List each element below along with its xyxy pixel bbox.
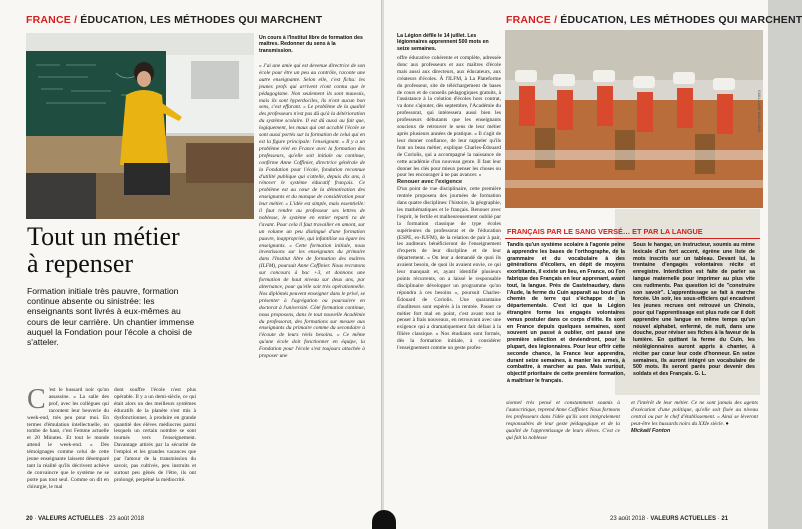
photo-credit: GUILLAUME MARCHAND — [757, 90, 761, 133]
sidebar-box-title: FRANÇAIS PAR LE SANG VERSÉ… ET PAR LA LANGUE — [507, 227, 703, 236]
publication-name: VALEURS ACTUELLES — [38, 516, 104, 522]
classroom-illustration — [26, 33, 254, 219]
section-rubric — [506, 14, 802, 26]
article-column-2: dont souffre l'école n'est plus opérable. Il y a un demi-siècle, ce qui était alors un des meilleurs systèmes éducatifs de la planète s'est mis à dysfonctionner, à produire en grande quantité des élèves médiocres parmi lesquels un certain nombre se sont tournés vers l'enseignement. Davantage attirés par la sécurité de l'emploi et les grandes vacances que par l'amour de la transmission du savoir, pas cultivés, peu instruits et surtout peu gênés de l'être, ils ont prolongé, perpétué la médiocrité. — [114, 387, 196, 483]
photo-caption: Un cours à l'Institut libre de formation des maîtres. Redonner du sens à la transmission. — [259, 35, 363, 54]
section-rubric — [26, 14, 322, 26]
rubric-section: FRANCE / — [506, 14, 558, 26]
article-column-4 — [397, 55, 501, 509]
parade-illustration — [505, 30, 763, 208]
column-text: 'est le hussard noir qu'on assassine. « La salle des prof, avec les collègues qui racontent leur beuverie du week-end, très peu pour moi. En termes d'émulation intellectuelle, on tombe de haut, c'est Femme actuelle et 20 Minutes. Et tout le monde attend le week-end. » Des témoignages comme celui de cette jeune enseignante laissent désemparé tant la réalité qu'ils décrivent achève de convaincre que le système ne se porte pas tout seul. Comme on dit en chirurgie, le mal — [27, 387, 109, 490]
column-text-continued: D'un point de vue disciplinaire, cette première rentrée proposera des journées de formation dans quatre disciplines: l'histoire, la géographie, les mathématiques et le français. Renouer avec l'esprit, le fertile et malheureusement oublié par la formation classique de type écoles supérieures du professorat et de l'éducation (ESPE, ex-IUFM), de la relation de pair à pair, les auditeurs bénéficieront de l'enseignement d'experts de leur discipline et de leur département. « On leur a demandé de quoi ils avaient besoin, de quoi ils avaient envie, ce qui leur manquait et, ayant identifié plusieurs points récurrents, on a laissé le responsable disciplinaire développer un programme qu'on répondra à ces besoins », poursuit Charles-Édouard de Coriolis. Une quarantaine d'auditeurs sont espérés à la rentrée. Passer ce métier fort mal en point, c'est avant tout le penser à frais nouveaux, en retrouvant avec une exigence qui a dramatiquement fait défaut à la filière classique. « Nos étudiants sont formés, dès la formation initiale, à considérer l'enseignement comme un geste profes- — [397, 186, 501, 352]
binding-clip — [372, 510, 396, 529]
article-column-3: « J'ai une amie qui est devenue directrice de son école pour être un peu au contrôle, raconte une autre enseignante. Selon elle, c'est fichu: les jeunes profs qui arrivent n'ont connu que le pédagogisme. Non seulement ils sont mauvais, mais ils sont hyperdociles, ils n'ont aucun bon sens, c'est effarant. » Le problème de la qualité des professeurs n'est pas dû qu'à la détérioration du système scolaire. Il est dû aussi au fait que, logiquement, les maux qui ont accablé l'école se sont aussi portés sur la formation de celui qui en est la figure principale: l'enseignant. « Il y a un problème réel en France avec la formation des professeurs, qu'elle soit initiale ou continue, confirme Anne Coffinier, directrice générale de la Fondation pour l'école, fondation reconnue d'utilité publique qui s'attelle, depuis dix ans, à rénover le système éducatif français. Ce problème est au cœur de la démotivation des enseignants et du manque de considération pour leur métier. » L'idée est simple, mais essentielle: il faut rendre au professeur ses lettres de noblesse, le système en entier reparti ra de l'avant. Pour cela il faut travailler en amont, sur un volume un peu distingué d'une formation pauvre, inappropriée, qui infantilise ou égare les enseignants. « Cette formation initiale, nous investissons sur les enseignants du primaire dans l'Institut libre de formation des maîtres (ILFM), poursuit Anne Coffinier. Nous recrutons sur concours à bac +3, et donnons une formation de haut niveau sur deux ans, par alternance, pour qu'elle soit très opérationnelle. Nos diplômés peuvent enseigner dans le privé, se présenter à l'agrégation ou poursuivre en doctorat à l'université. Côté formation continue, nous proposons, dans le tout nouvelle Académie du professorat, des formations sur mesure aux enseignants du primaire comme du secondaire à l'écoute de leurs réels besoins. » Ce même qu'une école doit fonctionner en équipe, la Fondation pour l'école s'est toujours attachée à proposer une — [259, 63, 365, 360]
sidebar-box-rule — [505, 238, 760, 239]
sidebar-column-1: Tandis qu'un système scolaire à l'agonie peine à apprendre les bases de l'orthographe, de la grammaire et du vocabulaire à des générations d'écoliers, en dépit de moyens exorbitants, il existe un lieu, en France, où l'on fabrique des Français en leur apprenant, avant tout, la langue. Près de Castelnaudary, dans l'Aude, la ferme du Cuin apparaît au bout d'un chemin de terre qui s'échappe de la départementale. C'est ici que la Légion étrangère forme les engagés volontaires venus postuler dans ce corps d'élite. Ils sont en France depuis quelques semaines, sont souvent un passé à oublier, ont passé une première sélection et deviendront, pour la plupart, des légionnaires. Pour leur offrir cette seconde chance, la France leur apprendra, durant seize semaines, à manier les armes, à combattre, à marcher au pas. Mais surtout, objectif prioritaire de cette première formation, à maîtriser le français. — [507, 242, 625, 384]
page-number: 20 — [26, 516, 33, 522]
photo-caption: La Légion défile le 14 juillet. Les légionnaires apprennent 500 mots en seize semaines. — [397, 33, 489, 52]
drop-cap: C — [27, 384, 46, 415]
issue-date: 23 août 2018 — [610, 516, 646, 522]
subhead: Renouer avec l'exigence — [397, 179, 463, 186]
column-text: et l'intérêt de leur métier. Ce ne sont jamais des agents d'exécution d'une politique, qu'elle soit fixée au niveau central ou par le chef d'établissement. » Ainsi se lèveront peut-être les hussards noirs du XXIe siècle. ● — [631, 400, 758, 427]
column-text: offre éducative cohérente et complète, adressée donc aux professeurs et aux maîtres d'école mais aussi aux directeurs, aux éducateurs, aux créateurs d'écoles. À l'ILFM, à La Plateforme du professeur, site de téléchargement de bases de cours et de conseils pédagogiques gratuits, à l'assistance à la création d'écoles hors contrat, va donc s'ajouter, dès septembre, l'Académie du professorat, qui intéressera aussi bien les professeurs débutants que les enseignants soucieux de retrouver le sens de leur métier après plusieurs années de pratique. « Il s'agit de leur donner confiance, de leur rappeler qu'ils font un beau métier, explique Charles-Édouard de Coriolis, qui a accompagné la naissance de cette académie d'un nouveau genre. Il faut leur donner les clés pour mieux penser les choses ou pour les encourager à ne pas avancer. » — [397, 55, 501, 179]
publication-name: VALEURS ACTUELLES — [650, 516, 717, 522]
standfirst: Formation initiale très pauvre, formation continue absente ou sinistrée: les enseignants sont livrés à eux-mêmes au cours de leur carrière. Un chantier immense auquel la Fondation pour l'école a choisi de s'atteler. — [27, 286, 195, 348]
rubric-section: FRANCE / — [26, 14, 78, 26]
sidebar-column-2: Sous le hangar, un instructeur, soumis au mime lexicale d'un fort accent, égrène une liste de mots inscrits sur un tableau. Devant lui, la trentaine d'engagés volontaires récite et enregistre. Interdiction est faite de parler sa langue maternelle pour imprimer au plus vite ces rudiments. Pas question ici de "construire son savoir". L'apprentissage se fait à marche forcée. Un soir, les sous-officiers qui encadrent les jeunes recrues ont retrouvé un Chinois, pour qui l'apprentissage est plus rude car il doit apprendre une langue en même temps qu'un nouvel alphabet, enfermé, de nuit, dans une douche, pour réviser ses fiches à la faveur de la lumière. En quittant la ferme du Cuin, les néolégionnaires auront appris à chanter, à réciter par cœur leur code d'honneur. En seize semaines, ils auront intégré un vocabulaire de 500 mots. Ils seront parés pour devenir des soldats et des Français. G. L. — [633, 242, 755, 378]
rubric-title: ÉDUCATION, LES MÉTHODES QUI MARCHENT — [557, 14, 802, 26]
page-number: 21 — [721, 516, 729, 522]
folio-right: 23 août 2018 · VALEURS ACTUELLES · 21 — [610, 516, 729, 522]
rubric-title: ÉDUCATION, LES MÉTHODES QUI MARCHENT — [77, 14, 323, 26]
classroom-photo — [26, 33, 254, 219]
left-page — [0, 0, 382, 529]
author-signature: Mickaël Fonton — [631, 427, 671, 434]
article-column-6 — [631, 400, 758, 510]
article-column-1 — [27, 384, 109, 509]
article-column-5: sionnel très pensé et constamment soumis à l'autocritique, reprend Anne Coffinier. Nous formons les professeurs dans l'idée qu'ils sont intégralement responsables de leur geste pédagogique et de la qualité de l'apprentissage de leurs élèves. C'est ce qui fait la noblesse — [506, 400, 620, 441]
issue-date: 23 août 2018 — [109, 516, 145, 522]
headline: Tout un métier à repenser — [27, 222, 180, 278]
folio-left: 20 · VALEURS ACTUELLES · 23 août 2018 — [26, 516, 145, 522]
legion-parade-photo — [505, 30, 763, 208]
